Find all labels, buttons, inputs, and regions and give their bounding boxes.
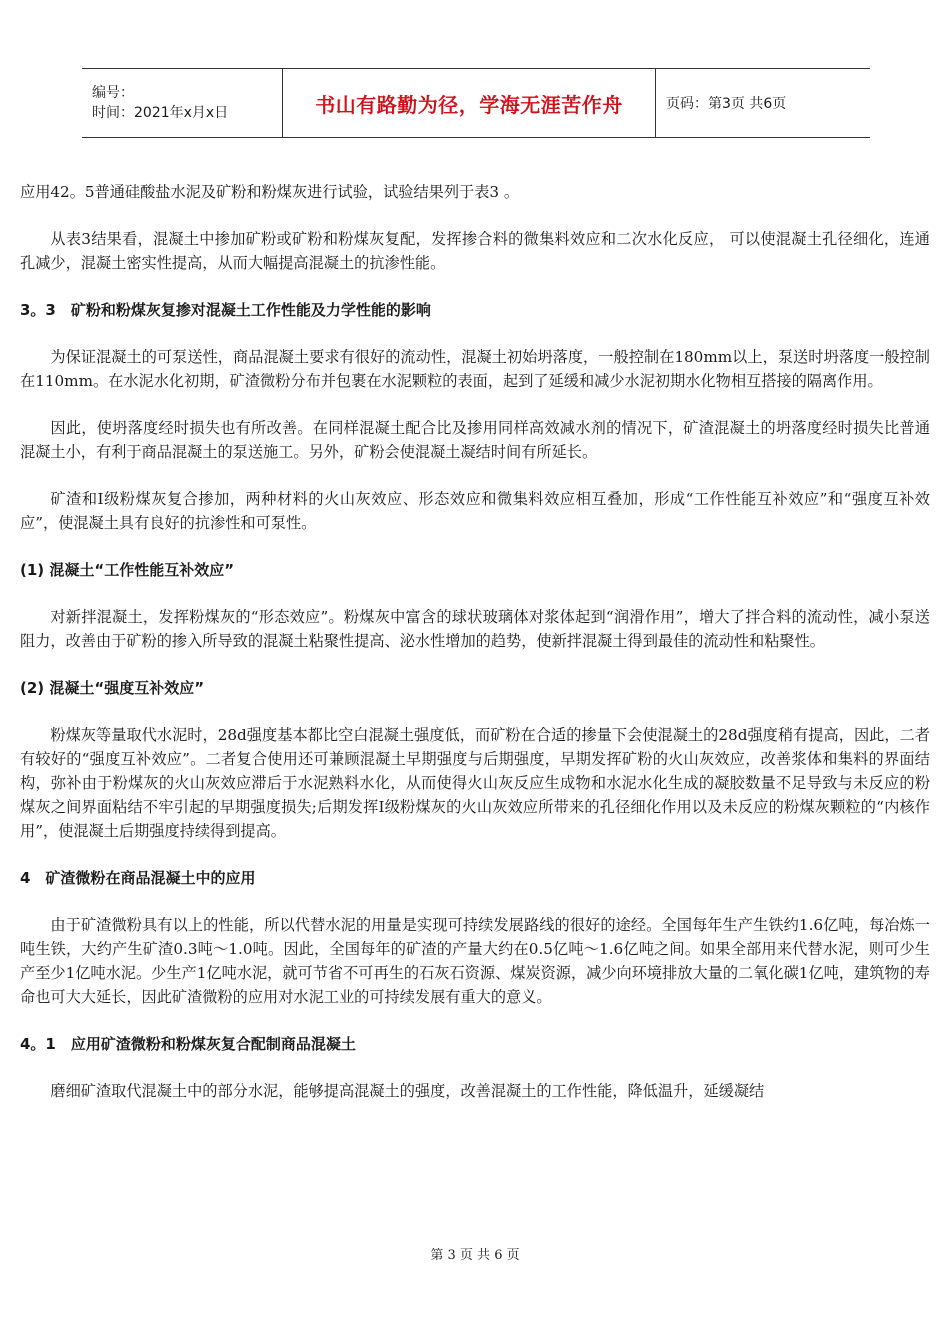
paragraph: 从表3结果看，混凝土中掺加矿粉或矿粉和粉煤灰复配，发挥掺合料的微集料效应和二次水化反应， 可以使混凝土孔径细化，连通孔减少，混凝土密实性提高，从而大幅提高混凝土的抗渗性能。 <box>20 230 930 272</box>
header-motto-cell <box>282 69 656 137</box>
section-heading: (1) 混凝土“工作性能互补效应” <box>20 561 235 579</box>
header-page-cell <box>656 69 786 137</box>
page-header <box>82 68 870 138</box>
section-heading: 3。3 矿粉和粉煤灰复掺对混凝土工作性能及力学性能的影响 <box>20 301 431 319</box>
header-page-number: 页码：第3页 共6页 <box>666 96 787 112</box>
header-number: 编号： <box>92 85 134 101</box>
header-motto: 书山有路勤为径，学海无涯苦作舟 <box>315 92 623 117</box>
paragraph: 应用42。5普通硅酸盐水泥及矿粉和粉煤灰进行试验，试验结果列于表3 。 <box>20 183 520 201</box>
header-time: 时间：2021年x月x日 <box>92 105 229 121</box>
paragraph: 矿渣和Ⅰ级粉煤灰复合掺加，两种材料的火山灰效应、形态效应和微集料效应相互叠加，形成“工作性能互补效应”和“强度互补效应”，使混凝土具有良好的抗渗性和可泵性。 <box>20 490 930 532</box>
paragraph: 由于矿渣微粉具有以上的性能，所以代替水泥的用量是实现可持续发展路线的很好的途经。全国每年生产生铁约1.6亿吨，每冶炼一吨生铁，大约产生矿渣0.3吨～1.0吨。因此，全国每年的矿渣的产量大约在0.5亿吨～1.6亿吨之间。如果全部用来代替水泥，则可少生产至少1亿吨水泥。少生产1亿吨水泥，就可节省不可再生的石灰石资源、煤炭资源，减少向环境排放大量的二氧化碳1亿吨，建筑物的寿命也可大大延长，因此矿渣微粉的应用对水泥工业的可持续发展有重大的意义。 <box>20 916 930 1006</box>
section-heading: (2) 混凝土“强度互补效应” <box>20 679 205 697</box>
section-heading: 4。1 应用矿渣微粉和粉煤灰复合配制商品混凝土 <box>20 1035 356 1053</box>
page-footer: 第 3 页 共 6 页 <box>430 1248 520 1263</box>
paragraph: 磨细矿渣取代混凝土中的部分水泥，能够提高混凝土的强度，改善混凝土的工作性能，降低温升，延缓凝结 <box>50 1082 765 1100</box>
paragraph: 为保证混凝土的可泵送性，商品混凝土要求有很好的流动性，混凝土初始坍落度，一般控制在180mm以上，泵送时坍落度一般控制在110mm。在水泥水化初期，矿渣微粉分布并包裹在水泥颗粒的表面，起到了延缓和减少水泥初期水化物相互搭接的隔离作用。 <box>20 348 930 390</box>
paragraph: 粉煤灰等量取代水泥时，28d强度基本都比空白混凝土强度低，而矿粉在合适的掺量下会使混凝土的28d强度稍有提高，因此，二者有较好的“强度互补效应”。二者复合使用还可兼顾混凝土早期强度与后期强度，早期发挥矿粉的火山灰效应，改善浆体和集料的界面结构，弥补由于粉煤灰的火山灰效应滞后于水泥熟料水化，从而使得火山灰反应生成物和水泥水化生成的凝胶数量不足导致与未反应的粉煤灰之间界面粘结不牢引起的早期强度损失;后期发挥Ⅰ级粉煤灰的火山灰效应所带来的孔径细化作用以及未反应的粉煤灰颗粒的“内核作用”，使混凝土后期强度持续得到提高。 <box>20 726 930 840</box>
paragraph: 因此，使坍落度经时损失也有所改善。在同样混凝土配合比及掺用同样高效减水剂的情况下，矿渣混凝土的坍落度经时损失比普通混凝土小，有利于商品混凝土的泵送施工。另外，矿粉会使混凝土凝结时间有所延长。 <box>20 419 930 461</box>
paragraph: 对新拌混凝土，发挥粉煤灰的“形态效应”。粉煤灰中富含的球状玻璃体对浆体起到“润滑作用”，增大了拌合料的流动性，减小泵送阻力，改善由于矿粉的掺入所导致的混凝土粘聚性提高、泌水性增加的趋势，使新拌混凝土得到最佳的流动性和粘聚性。 <box>20 608 930 650</box>
document-body <box>20 180 930 1103</box>
section-heading: 4 矿渣微粉在商品混凝土中的应用 <box>20 869 256 887</box>
header-meta <box>82 69 282 137</box>
